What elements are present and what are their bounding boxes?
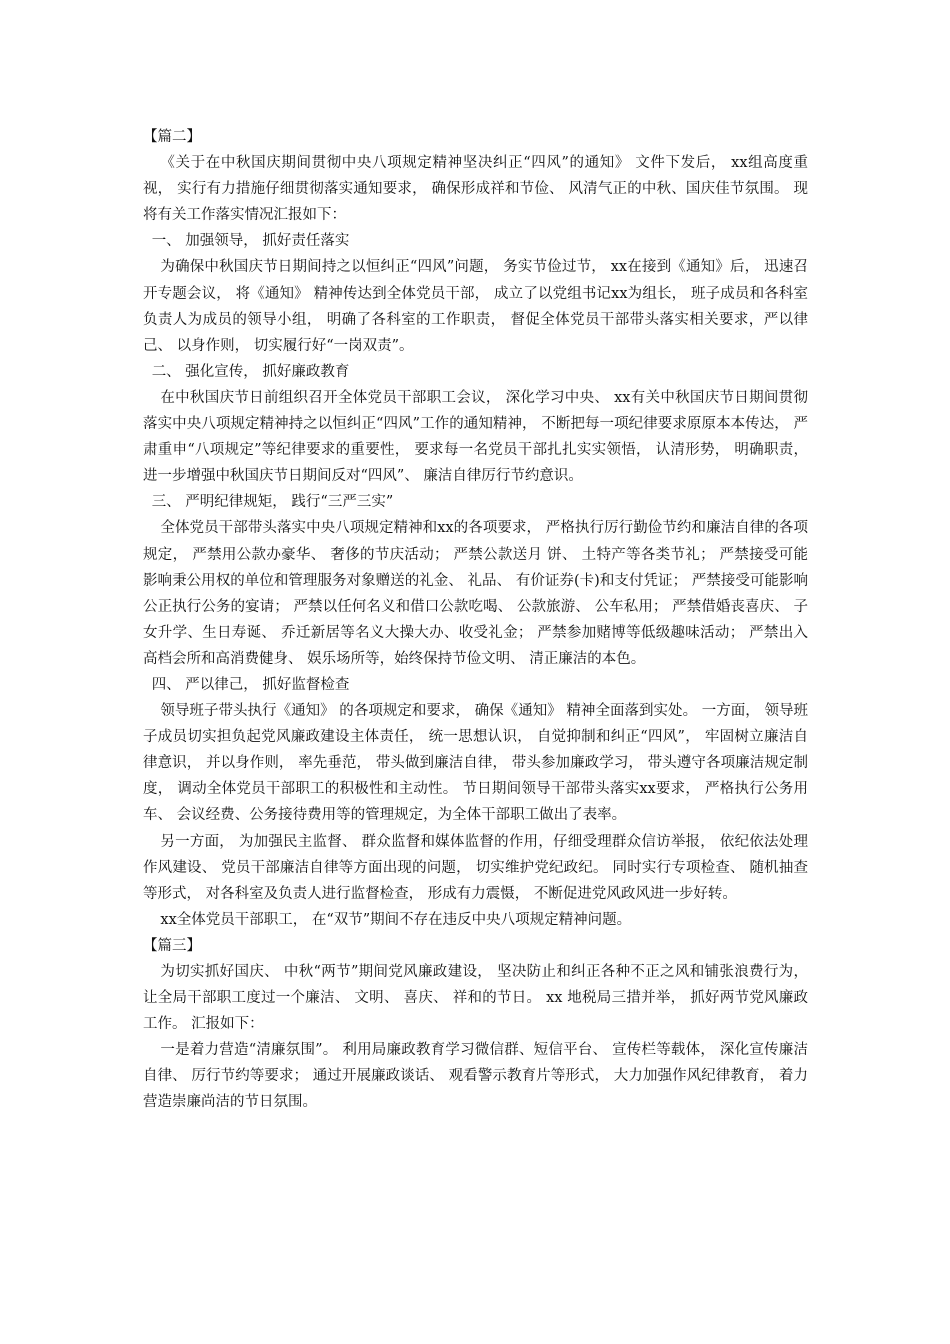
section-3-heading: 三、 严明纪律规矩， 践行“三严三实”: [151, 494, 394, 511]
part3-paragraph-2: 一是着力营造“清廉氛围”。 利用局廉政教育学习微信群、短信平台、 宣传栏等载体， 深化宣传廉洁自律、 厉行节约等要求； 通过开展廉政谈话、 观看警示教育片等形式， 大力加强作风纪律教育， 着力营造崇廉尚洁的节日氛围。: [143, 1042, 808, 1111]
section-3-paragraph: 全体党员干部带头落实中央八项规定精神和xx的各项要求， 严格执行厉行勤俭节约和廉洁自律的各项规定， 严禁用公款办豪华、 奢侈的节庆活动； 严禁公款送月 饼、 土特产等各类节礼； 严禁接受可能影响秉公用权的单位和管理服务对象赠送的礼金、 礼品、 有价证券(卡)和支付凭证； 严禁接受可能影响公正执行公务的宴请； 严禁以任何名义和借口公款吃喝、 公款旅游、 公车私用； 严禁借婚丧喜庆、 子女升学、生日寿诞、 乔迁新居等名义大操大办、收受礼金； 严禁参加赌博等低级趣味活动； 严禁出入高档会所和高消费健身、 娱乐场所等，始终保持节俭文明、 清正廉洁的本色。: [143, 520, 808, 667]
section-4-paragraph-2: 另一方面， 为加强民主监督、 群众监督和媒体监督的作用，仔细受理群众信访举报， 依纪依法处理作风建设、 党员干部廉洁自律等方面出现的问题， 切实维护党纪政纪。 同时实行专项检查、 随机抽查等形式， 对各科室及负责人进行监督检查， 形成有力震慑， 不断促进党风政风进一步好转。: [143, 833, 808, 902]
section-4-paragraph-1: 领导班子带头执行《通知》 的各项规定和要求， 确保《通知》 精神全面落到实处。 一方面， 领导班子成员切实担负起党风廉政建设主体责任， 统一思想认识， 自觉抑制和纠正“四风”， 牢固树立廉洁自律意识， 并以身作则， 率先垂范， 带头做到廉洁自律， 带头参加廉政学习， 带头遵守各项廉洁规定制度， 调动全体党员干部职工的积极性和主动性。 节日期间领导干部带头落实xx要求， 严格执行公务用车、 会议经费、公务接待费用等的管理规定，为全体干部职工做出了表率。: [143, 703, 808, 824]
part3-title: 【篇三】: [143, 937, 201, 954]
section-2-heading: 二、 强化宣传， 抓好廉政教育: [151, 363, 350, 380]
section-1-heading: 一、 加强领导， 抓好责任落实: [151, 233, 350, 250]
section-1-paragraph: 为确保中秋国庆节日期间持之以恒纠正“四风”问题， 务实节俭过节， xx在接到《通知》后， 迅速召开专题会议， 将《通知》 精神传达到全体党员干部， 成立了以党组书记xx为组长， 班子成员和各科室负责人为成员的领导小组， 明确了各科室的工作职责， 督促全体党员干部带头落实相关要求，严以律己、 以身作则， 切实履行好“一岗双责”。: [143, 259, 808, 354]
section-4-paragraph-3: xx全体党员干部职工， 在“双节”期间不存在违反中央八项规定精神问题。: [160, 911, 632, 928]
section-4-heading: 四、 严以律己， 抓好监督检查: [151, 676, 350, 693]
section-2-paragraph: 在中秋国庆节日前组织召开全体党员干部职工会议， 深化学习中央、 xx有关中秋国庆节日期间贯彻落实中央八项规定精神持之以恒纠正“四风”工作的通知精神， 不断把每一项纪律要求原原本本传达， 严肃重申“八项规定”等纪律要求的重要性， 要求每一名党员干部扎扎实实领悟， 认清形势， 明确职责， 进一步增强中秋国庆节日期间反对“四风”、 廉洁自律厉行节约意识。: [143, 389, 808, 485]
part3-paragraph-1: 为切实抓好国庆、 中秋“两节”期间党风廉政建设， 坚决防止和纠正各种不正之风和铺张浪费行为， 让全局干部职工度过一个廉洁、 文明、 喜庆、 祥和的节日。 xx 地税局三措并举， 抓好两节党风廉政工作。 汇报如下：: [143, 964, 808, 1033]
document-page: [143, 124, 808, 1116]
part2-intro: 《关于在中秋国庆期间贯彻中央八项规定精神坚决纠正“四风”的通知》 文件下发后， xx组高度重视， 实行有力措施仔细贯彻落实通知要求， 确保形成祥和节俭、 风清气正的中秋、国庆佳节氛围。 现将有关工作落实情况汇报如下：: [143, 155, 808, 224]
part2-title: 【篇二】: [143, 129, 201, 145]
